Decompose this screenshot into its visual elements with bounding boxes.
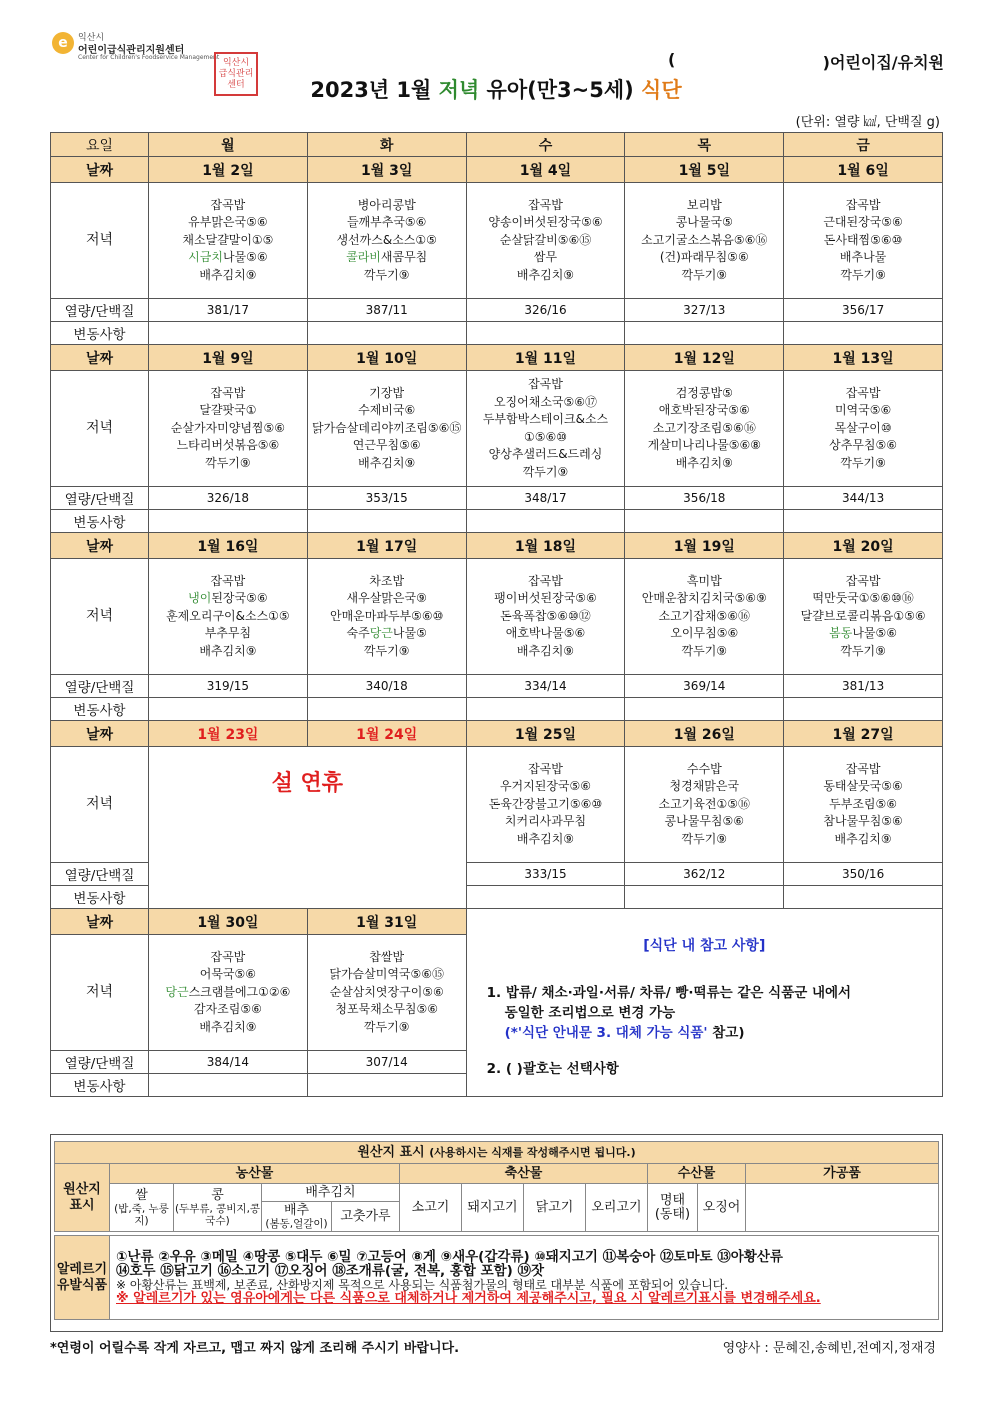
- dish-item: 채소달걀말이①⑤: [182, 232, 274, 247]
- change-cell: [625, 322, 784, 345]
- date-label: 날짜: [51, 909, 149, 935]
- rice-cell: 쌀 (밥,죽, 누룽지): [110, 1184, 174, 1232]
- chili-cell: 고춧가루: [332, 1202, 400, 1232]
- date-cell: 1월 12일: [625, 345, 784, 371]
- dish-item: 소고기육전①⑤⑯: [658, 796, 751, 811]
- dinner-label: 저녁: [51, 747, 149, 863]
- notes-item1-ref: (*'식단 안내문 3. 대체 가능 식품' 참고): [504, 1025, 745, 1041]
- date-cell: 1월 30일: [149, 909, 308, 935]
- dish-item: 수제비국⑥: [358, 403, 416, 418]
- change-cell: [466, 698, 625, 721]
- dish-item: 느타리버섯볶음⑤⑥: [176, 438, 280, 453]
- dish-item: 차조밥: [369, 573, 405, 588]
- dinner-menu: [466, 559, 625, 675]
- notes-item1: 1. 밥류/ 채소·과일·서류/ 차류/ 빵·떡류는 같은 식품군 내에서: [486, 985, 852, 1001]
- dish-item: 검정콩밥⑤: [675, 385, 733, 400]
- origin-title: 원산지 표시 (사용하시는 식재를 작성해주시면 됩니다.): [54, 1141, 939, 1164]
- change-cell: [784, 886, 943, 909]
- notes-item2: 2. ( )괄호는 선택사항: [486, 1061, 619, 1077]
- dish-item: 근대된장국⑤⑥: [823, 215, 903, 230]
- dish-item: 유부맑은국⑤⑥: [188, 215, 268, 230]
- dish-item: 깍두기⑨: [681, 643, 728, 658]
- origin-section: [50, 1134, 943, 1332]
- processed-header: 가공품: [746, 1164, 939, 1184]
- date-cell: 1월 5일: [625, 157, 784, 183]
- kcal-value: 369/14: [625, 675, 784, 698]
- dish-item: 새우살맑은국⑨: [346, 591, 427, 606]
- notes-item1-cont: 동일한 조리법으로 변경 가능: [504, 1005, 676, 1021]
- change-label: 변동사항: [51, 698, 149, 721]
- dish-item: 오이무침⑤⑥: [670, 626, 739, 641]
- dish-item: 수수밥: [686, 761, 722, 776]
- dish-item: 봄동나물⑤⑥: [829, 626, 898, 641]
- change-cell: [466, 510, 625, 533]
- pollack-cell: 명태 (동태): [648, 1184, 698, 1232]
- change-cell: [784, 698, 943, 721]
- dish-item: 배추김치⑨: [199, 1019, 257, 1034]
- dish-item: 순살가자미양념찜⑤⑥: [170, 420, 286, 435]
- dish-item: 보리밥: [686, 197, 722, 212]
- dish-item: 청경채맑은국: [669, 779, 740, 794]
- kimchi-cell: 배추김치: [262, 1184, 400, 1202]
- logo-icon: e: [52, 32, 74, 54]
- holiday-cell: [149, 747, 467, 909]
- logo: [52, 28, 254, 90]
- dish-item: 애호박나물⑤⑥: [505, 626, 586, 641]
- seafood-header: 수산물: [648, 1164, 746, 1184]
- dish-item: 달걀팟국①: [199, 403, 257, 418]
- dinner-label: 저녁: [51, 559, 149, 675]
- dinner-menu: [625, 371, 784, 487]
- footer-note: *연령이 어릴수록 작게 자르고, 맵고 짜지 않게 조리해 주시기 바랍니다.: [50, 1341, 460, 1356]
- logo-line1: 익산시: [78, 33, 105, 43]
- dish-item: 콩나물무침⑤⑥: [664, 814, 745, 829]
- dish-item: 깍두기⑨: [681, 831, 728, 846]
- dish-item: 깍두기⑨: [522, 464, 569, 479]
- dinner-menu: [466, 183, 625, 299]
- change-cell: [149, 698, 308, 721]
- change-cell: [307, 322, 466, 345]
- dish-item: 배추김치⑨: [675, 455, 733, 470]
- date-label: 날짜: [51, 157, 149, 183]
- kcal-value: 319/15: [149, 675, 308, 698]
- dinner-menu: [307, 935, 466, 1051]
- dish-item: 떡만둣국①⑤⑥⑩⑯: [812, 591, 914, 606]
- dinner-menu: [149, 935, 308, 1051]
- kcal-value: 362/12: [625, 863, 784, 886]
- dish-item: 잡곡밥: [210, 197, 246, 212]
- kcal-value: 356/17: [784, 299, 943, 322]
- kcal-value: 381/13: [784, 675, 943, 698]
- dish-item: 깍두기⑨: [840, 267, 886, 282]
- kcal-value: 384/14: [149, 1051, 308, 1074]
- kcal-label: 열량/단백질: [51, 487, 149, 510]
- dish-item: 잡곡밥: [845, 197, 881, 212]
- allergy-label: 알레르기유발식품: [55, 1236, 110, 1320]
- dinner-label: 저녁: [51, 183, 149, 299]
- dish-item: 돈육폭찹⑤⑥⑩⑫: [500, 608, 591, 623]
- squid-cell: 오징어: [698, 1184, 746, 1232]
- dish-item: 소고기장조림⑤⑥⑯: [652, 420, 756, 435]
- dietitian-names: 영양사 : 문혜진,송혜빈,전예지,정재경: [722, 1341, 936, 1356]
- dish-item: (건)파래무침⑤⑥: [659, 250, 749, 265]
- origin-row-label: 원산지 표시: [55, 1164, 110, 1232]
- dish-item: 게살미나리나물⑤⑥⑧: [647, 438, 761, 453]
- change-cell: [625, 698, 784, 721]
- dish-item: 목살구이⑩: [834, 420, 892, 435]
- dish-item: 잡곡밥: [845, 573, 881, 588]
- duck-cell: 오리고기: [586, 1184, 648, 1232]
- dish-item: 찹쌀밥: [369, 949, 405, 964]
- dish-item: 팽이버섯된장국⑤⑥: [494, 591, 597, 606]
- dish-item: 병아리콩밥: [357, 197, 416, 212]
- dish-item: 깍두기⑨: [363, 267, 410, 282]
- dish-item: 배추김치⑨: [199, 643, 257, 658]
- dish-item: 잡곡밥: [210, 385, 246, 400]
- dish-item: 안매운마파두부⑤⑥⑩: [329, 608, 444, 623]
- dish-item: 소고기굴소스볶음⑤⑥⑯: [641, 232, 768, 247]
- date-cell: 1월 20일: [784, 533, 943, 559]
- date-cell: 1월 9일: [149, 345, 308, 371]
- dish-item: 콜라비새콤무침: [346, 250, 428, 265]
- beef-cell: 소고기: [400, 1184, 462, 1232]
- bean-cell: 콩 (두부류, 콩비지,콩국수): [174, 1184, 262, 1232]
- change-label: 변동사항: [51, 1074, 149, 1097]
- page-title: 2023년 1월 저녁 유아(만3~5세) 식단: [310, 78, 682, 102]
- kcal-label: 열량/단백질: [51, 299, 149, 322]
- dish-item: 양송이버섯된장국⑤⑥: [488, 215, 603, 230]
- weekday-label: 요일: [51, 133, 149, 157]
- weekday-4: 금: [784, 133, 943, 157]
- dinner-menu: [149, 183, 308, 299]
- dinner-menu: [784, 559, 943, 675]
- dish-item: 깍두기⑨: [205, 455, 251, 470]
- dish-item: 배추김치⑨: [516, 267, 575, 282]
- dish-item: 순살삼치엿장구이⑤⑥: [329, 984, 444, 999]
- dinner-menu: [625, 747, 784, 863]
- dish-item: 깍두기⑨: [840, 455, 886, 470]
- dish-item: 순살닭갈비⑤⑥⑮: [499, 232, 592, 247]
- dish-item: 감자조림⑤⑥: [193, 1002, 262, 1017]
- dish-item: 오징어채소국⑤⑥⑰: [493, 394, 598, 409]
- menu-table: [50, 132, 943, 1097]
- dish-item: 훈제오리구이&소스①⑤: [166, 608, 290, 623]
- dinner-menu: [149, 559, 308, 675]
- kcal-value: 381/17: [149, 299, 308, 322]
- change-label: 변동사항: [51, 322, 149, 345]
- dish-item: 숙주당근나물⑤: [346, 626, 427, 641]
- dish-item: 두부함박스테이크&소스①⑤⑥⑩: [482, 412, 609, 444]
- kcal-value: 353/15: [307, 487, 466, 510]
- kcal-label: 열량/단백질: [51, 675, 149, 698]
- origin-table: [54, 1163, 939, 1320]
- dish-item: 잡곡밥: [528, 761, 563, 776]
- dinner-menu: [307, 371, 466, 487]
- date-cell: 1월 24일: [307, 721, 466, 747]
- date-label: 날짜: [51, 533, 149, 559]
- change-cell: [784, 322, 943, 345]
- dish-item: 잡곡밥: [528, 377, 563, 391]
- dish-item: 깍두기⑨: [363, 643, 410, 658]
- dinner-menu: [784, 747, 943, 863]
- dish-item: 잡곡밥: [210, 949, 246, 964]
- dish-item: 잡곡밥: [528, 573, 563, 588]
- dish-item: 깍두기⑨: [840, 643, 886, 658]
- date-cell: 1월 3일: [307, 157, 466, 183]
- date-cell: 1월 6일: [784, 157, 943, 183]
- cabbage-cell: 배추 (봄동,얼갈이): [262, 1202, 332, 1232]
- dish-item: 배추나물: [839, 250, 887, 265]
- kcal-label: 열량/단백질: [51, 863, 149, 886]
- dish-item: 어묵국⑤⑥: [199, 967, 257, 982]
- seal-stamp-icon: 익산시 급식관리 센터: [214, 52, 258, 96]
- pork-cell: 돼지고기: [462, 1184, 524, 1232]
- dinner-menu: [625, 183, 784, 299]
- date-cell: 1월 4일: [466, 157, 625, 183]
- kcal-value: 333/15: [466, 863, 625, 886]
- kcal-label: 열량/단백질: [51, 1051, 149, 1074]
- dish-item: 배추김치⑨: [516, 643, 575, 658]
- dish-item: 상추무침⑤⑥: [829, 438, 898, 453]
- dish-item: 양상추샐러드&드레싱: [488, 447, 603, 461]
- date-cell: 1월 23일: [149, 721, 308, 747]
- unit-note: (단위: 열량 ㎉, 단백질 g): [795, 115, 940, 130]
- change-cell: [307, 510, 466, 533]
- notes-title: [식단 내 참고 사항]: [643, 938, 766, 954]
- weekday-1: 화: [307, 133, 466, 157]
- weekday-2: 수: [466, 133, 625, 157]
- dinner-label: 저녁: [51, 935, 149, 1051]
- dish-item: 안매운참치김치국⑤⑥⑨: [641, 591, 767, 606]
- change-cell: [625, 510, 784, 533]
- dish-item: 시금치나물⑤⑥: [188, 250, 268, 265]
- dinner-menu: [784, 371, 943, 487]
- dish-item: 돈육간장불고기⑤⑥⑩: [488, 796, 603, 811]
- notes-box: [466, 909, 942, 1097]
- date-cell: 1월 13일: [784, 345, 943, 371]
- change-label: 변동사항: [51, 510, 149, 533]
- date-cell: 1월 11일: [466, 345, 625, 371]
- dish-item: 콩나물국⑤: [675, 215, 733, 230]
- change-cell: [784, 510, 943, 533]
- date-label: 날짜: [51, 345, 149, 371]
- date-cell: 1월 10일: [307, 345, 466, 371]
- dinner-menu: [466, 371, 625, 487]
- date-cell: 1월 19일: [625, 533, 784, 559]
- change-cell: [307, 698, 466, 721]
- dish-item: 치커리사과무침: [504, 814, 587, 829]
- dinner-menu: [784, 183, 943, 299]
- dish-item: 잡곡밥: [845, 385, 881, 400]
- kcal-value: 326/16: [466, 299, 625, 322]
- dish-item: 우거지된장국⑤⑥: [499, 779, 592, 794]
- dish-item: 소고기잡채⑤⑥⑯: [658, 608, 751, 623]
- dish-item: 부추무침: [204, 626, 252, 641]
- processed-cell: [746, 1184, 939, 1232]
- kcal-value: 334/14: [466, 675, 625, 698]
- dish-item: 생선까스&소스①⑤: [336, 232, 437, 247]
- dinner-label: 저녁: [51, 371, 149, 487]
- date-label: 날짜: [51, 721, 149, 747]
- dish-item: 흑미밥: [686, 573, 722, 588]
- date-cell: 1월 16일: [149, 533, 308, 559]
- dish-item: 닭가슴살미역국⑤⑥⑮: [329, 967, 445, 982]
- dish-item: 동태살뭇국⑤⑥: [823, 779, 903, 794]
- holiday-label: 설 연휴: [271, 771, 343, 796]
- kcal-value: 348/17: [466, 487, 625, 510]
- dish-item: 냉이된장국⑤⑥: [188, 591, 268, 606]
- change-cell: [466, 886, 625, 909]
- change-cell: [307, 1074, 466, 1097]
- dish-item: 배추김치⑨: [199, 267, 257, 282]
- change-cell: [149, 322, 308, 345]
- dish-item: 돈사태찜⑤⑥⑩: [823, 232, 903, 247]
- weekday-3: 목: [625, 133, 784, 157]
- change-cell: [149, 510, 308, 533]
- dish-item: 청포묵채소무침⑤⑥: [335, 1002, 439, 1017]
- kcal-value: 387/11: [307, 299, 466, 322]
- dinner-menu: [149, 371, 308, 487]
- kcal-value: 340/18: [307, 675, 466, 698]
- dish-item: 닭가슴살데리야끼조림⑤⑥⑮: [311, 420, 462, 435]
- kcal-value: 344/13: [784, 487, 943, 510]
- date-cell: 1월 17일: [307, 533, 466, 559]
- date-cell: 1월 26일: [625, 721, 784, 747]
- dish-item: 당근스크램블에그①②⑥: [165, 984, 291, 999]
- logo-line2: 어린이급식관리지원센터: [78, 45, 185, 56]
- kcal-value: 350/16: [784, 863, 943, 886]
- date-cell: 1월 27일: [784, 721, 943, 747]
- dish-item: 잡곡밥: [528, 197, 563, 212]
- dish-item: 잡곡밥: [210, 573, 246, 588]
- dish-item: 배추김치⑨: [834, 831, 892, 846]
- dish-item: 깍두기⑨: [363, 1019, 410, 1034]
- date-cell: 1월 25일: [466, 721, 625, 747]
- dinner-menu: [307, 183, 466, 299]
- date-cell: 1월 2일: [149, 157, 308, 183]
- change-label: 변동사항: [51, 886, 149, 909]
- dish-item: 기장밥: [369, 385, 405, 400]
- dish-item: 참나물무침⑤⑥: [823, 814, 903, 829]
- dish-item: 쌈무: [533, 250, 558, 265]
- livestock-header: 축산물: [400, 1164, 648, 1184]
- dish-item: 배추김치⑨: [358, 455, 416, 470]
- kcal-value: 326/18: [149, 487, 308, 510]
- allergy-info: ①난류 ②우유 ③메밀 ④땅콩 ⑤대두 ⑥밀 ⑦고등어 ⑧게 ⑨새우(갑각류) ⑩돼지고기 ⑪복숭아 ⑫토마토 ⑬아황산류 ⑭호두 ⑮닭고기 ⑯소고기 ⑰오징어 ⑱조개류(굴, 전복, 홍합 포함) ⑲잣 ※ 아황산류는 표백제, 보존료, 산화방지제 목적으로 사용되는 식품첨가물의 형태로 대부분 식품에 포함되어 있습니다. ※ 알레르기가 있는 영유아에게는 다른 식품으로 대체하거나 제거하여 제공해주시고, 필요 시 알레르기표시를 변경해주세요.: [110, 1236, 939, 1320]
- dinner-menu: [466, 747, 625, 863]
- dish-item: 연근무침⑤⑥: [352, 438, 421, 453]
- dish-item: 미역국⑤⑥: [834, 403, 892, 418]
- date-cell: 1월 31일: [307, 909, 466, 935]
- chicken-cell: 닭고기: [524, 1184, 586, 1232]
- kcal-value: 356/18: [625, 487, 784, 510]
- dish-item: 잡곡밥: [845, 761, 881, 776]
- logo-line3: Center for Children's Foodservice Management: [78, 54, 220, 61]
- dish-item: 깍두기⑨: [681, 267, 728, 282]
- dish-item: 배추김치⑨: [516, 831, 575, 846]
- date-cell: 1월 18일: [466, 533, 625, 559]
- dish-item: 달걀브로콜리볶음①⑤⑥: [800, 608, 926, 623]
- agri-header: 농산물: [110, 1164, 400, 1184]
- dish-item: 두부조림⑤⑥: [829, 796, 898, 811]
- dish-item: 들깨부추국⑤⑥: [346, 215, 427, 230]
- dinner-menu: [625, 559, 784, 675]
- change-cell: [149, 1074, 308, 1097]
- dinner-menu: [307, 559, 466, 675]
- kcal-value: 307/14: [307, 1051, 466, 1074]
- change-cell: [625, 886, 784, 909]
- weekday-0: 월: [149, 133, 308, 157]
- kcal-value: 327/13: [625, 299, 784, 322]
- change-cell: [466, 322, 625, 345]
- dish-item: 애호박된장국⑤⑥: [658, 403, 750, 418]
